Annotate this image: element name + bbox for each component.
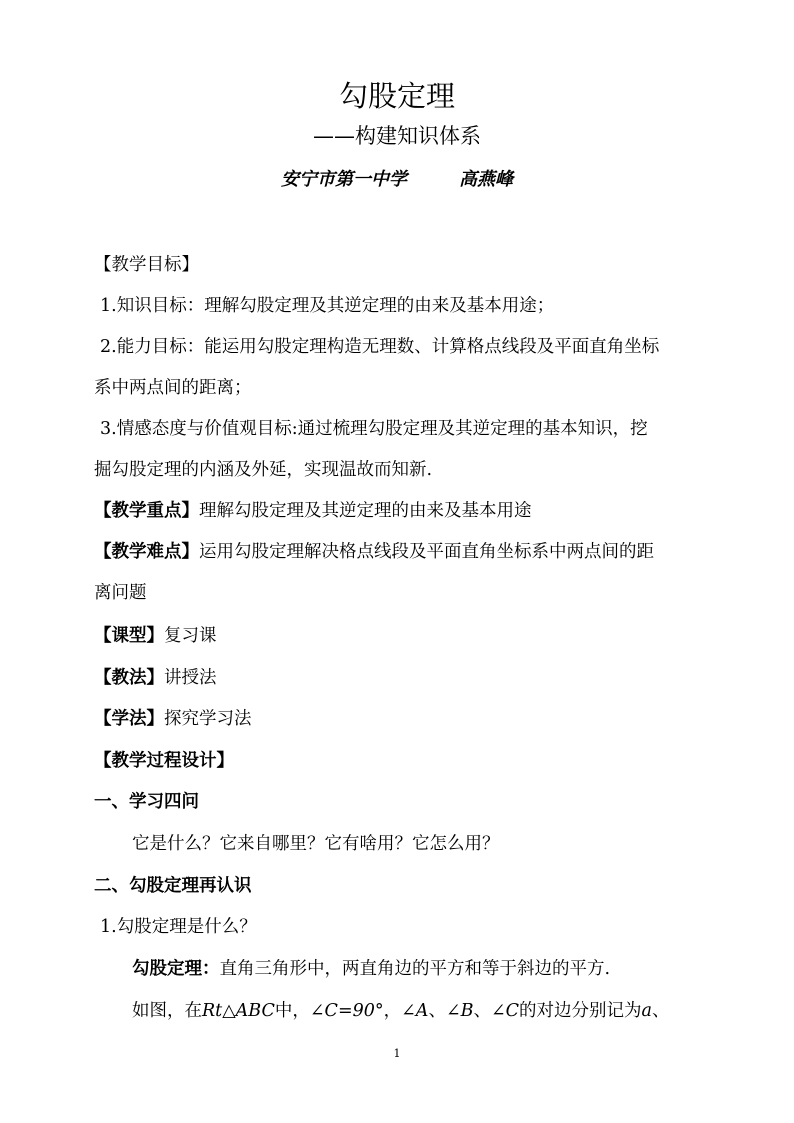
author-name: 高燕峰 [459, 169, 513, 190]
objective-2-line-2: 系中两点间的距离； [94, 378, 252, 398]
key-point [94, 497, 704, 525]
study-method-label: 【学法】 [94, 709, 164, 729]
objective-3-line-1: 3.情感态度与价值观目标:通过梳理勾股定理及其逆定理的基本知识，挖 [100, 419, 648, 439]
difficulty-label: 【教学难点】 [94, 542, 199, 562]
objectives-heading: 【教学目标】 [94, 255, 199, 275]
part-1-heading: 一、学习四问 [94, 792, 199, 812]
figure-suffix: 的对边分别记为 [519, 1001, 642, 1021]
objective-3-line-2: 掘勾股定理的内涵及外延，实现温故而知新. [94, 460, 433, 480]
var-a: a [641, 1001, 652, 1021]
theorem-text: 直角三角形中，两直角边的平方和等于斜边的平方. [219, 959, 611, 979]
key-point-label: 【教学重点】 [94, 501, 199, 521]
lesson-type-label: 【课型】 [94, 626, 164, 646]
teaching-method [94, 664, 704, 692]
part-2-heading: 二、勾股定理再认识 [94, 876, 252, 896]
figure-prefix: 如图，在 [132, 1001, 202, 1021]
angle-c: ∠C [490, 1001, 520, 1021]
theorem-label: 勾股定理： [132, 959, 220, 979]
objective-2-line-1: 2.能力目标：能运用勾股定理构造无理数、计算格点线段及平面直角坐标 [100, 337, 660, 357]
part-1-text: 它是什么？它来自哪里？它有啥用？它怎么用？ [132, 834, 500, 854]
teaching-method-label: 【教法】 [94, 668, 164, 688]
lesson-type [94, 622, 704, 650]
separator: ， [383, 1001, 402, 1021]
question-1: 1.勾股定理是什么？ [100, 917, 257, 937]
teaching-method-value: 讲授法 [164, 668, 217, 688]
figure-end: 、 [651, 1001, 670, 1021]
angle-a: ∠A [401, 1001, 429, 1021]
study-method [94, 705, 704, 733]
author-school: 安宁市第一中学 [281, 169, 407, 190]
difficulty-line-2: 离问题 [94, 583, 147, 603]
figure-description [132, 997, 742, 1025]
separator: 、 [473, 1001, 491, 1021]
difficulty-line-1 [94, 538, 704, 566]
difficulty-text: 运用勾股定理解决格点线段及平面直角坐标系中两点间的距 [199, 542, 654, 562]
triangle-name: Rt△ABC [202, 1001, 275, 1021]
lesson-type-value: 复习课 [164, 626, 217, 646]
objective-1: 1.知识目标：理解勾股定理及其逆定理的由来及基本用途； [100, 296, 555, 316]
key-point-text: 理解勾股定理及其逆定理的由来及基本用途 [199, 501, 532, 521]
page-number: 1 [393, 1047, 401, 1060]
process-heading: 【教学过程设计】 [94, 751, 234, 771]
angle-c-right: ∠C=90° [309, 1001, 384, 1021]
separator: 、 [428, 1001, 446, 1021]
document-subtitle: ——构建知识体系 [313, 124, 481, 148]
study-method-value: 探究学习法 [164, 709, 252, 729]
figure-mid: 中， [274, 1001, 310, 1021]
angle-b: ∠B [445, 1001, 474, 1021]
theorem-statement [132, 955, 742, 983]
document-title: 勾股定理 [338, 79, 455, 113]
author-line [0, 166, 794, 194]
